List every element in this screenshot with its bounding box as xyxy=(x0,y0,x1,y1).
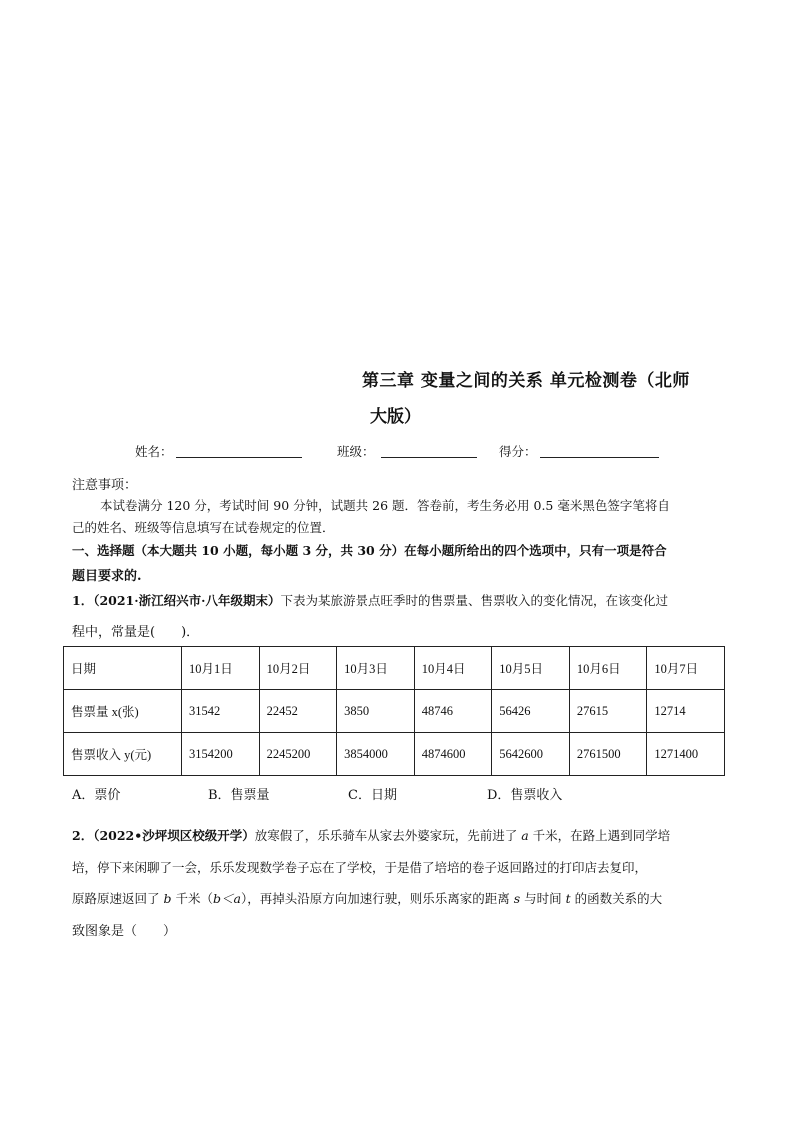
question-2-text: 原路原速返回了 xyxy=(72,891,164,906)
table-row xyxy=(64,690,725,733)
table-cell: 3154200 xyxy=(182,733,260,776)
page-title: 第三章 变量之间的关系 单元检测卷（北师 xyxy=(362,371,690,391)
table-cell: 2761500 xyxy=(569,733,647,776)
variable-a: a xyxy=(521,828,529,843)
question-1-number: 1． xyxy=(72,593,94,608)
class-blank[interactable] xyxy=(381,457,477,458)
question-2-number: 2． xyxy=(72,828,94,843)
variable-s: s xyxy=(513,891,521,906)
table-header-cell: 日期 xyxy=(64,647,182,690)
question-2-line-2: 培，停下来闲聊了一会，乐乐发现数学卷子忘在了学校，于是借了培培的卷子返回路过的打印店去复印， xyxy=(72,860,648,875)
question-1-text: 下表为某旅游景点旺季时的售票量、售票收入的变化情况，在该变化过 xyxy=(280,593,668,608)
name-blank[interactable] xyxy=(176,457,302,458)
option-c[interactable]: C．日期 xyxy=(348,788,397,803)
table-cell: 5642600 xyxy=(492,733,570,776)
question-2-source: （2022•沙坪坝区校级开学） xyxy=(93,828,255,843)
question-2-text: 千米，在路上遇到同学培 xyxy=(528,828,671,843)
question-1-source: （2021·浙江绍兴市·八年级期末） xyxy=(93,593,281,608)
option-b[interactable]: B．售票量 xyxy=(208,788,270,803)
question-2-text: 千米（ xyxy=(171,891,213,906)
question-2-text: 与时间 xyxy=(520,891,566,906)
question-2-line-1 xyxy=(72,826,670,844)
table-row-label: 售票收入 y(元) xyxy=(64,733,182,776)
table-header-cell: 10月3日 xyxy=(337,647,415,690)
table-header-cell: 10月7日 xyxy=(647,647,725,690)
question-2-text: 放寒假了，乐乐骑车从家去外婆家玩，先前进了 xyxy=(254,828,522,843)
table-cell: 4874600 xyxy=(414,733,492,776)
option-a[interactable]: A．票价 xyxy=(72,788,121,803)
section-1-heading-continued: 题目要求的. xyxy=(72,569,142,584)
question-2-line-4: 致图象是（ ） xyxy=(72,924,177,939)
table-cell: 2245200 xyxy=(259,733,337,776)
table-cell: 3850 xyxy=(337,690,415,733)
class-label: 班级： xyxy=(337,444,375,459)
option-d[interactable]: D．售票收入 xyxy=(487,788,563,803)
notice-heading: 注意事项： xyxy=(72,478,138,493)
variable-t: t xyxy=(565,891,571,906)
table-header-cell: 10月1日 xyxy=(182,647,260,690)
page-title-continued: 大版） xyxy=(370,407,421,427)
notice-line-1: 本试卷满分 120 分，考试时间 90 分钟，试题共 26 题．答卷前，考生务必用 0.5 毫米黑色签字笔将自 xyxy=(100,498,670,513)
question-1-stem-continued: 程中，常量是( )． xyxy=(72,625,200,640)
table-header-cell: 10月4日 xyxy=(414,647,492,690)
table-row xyxy=(64,733,725,776)
table-row-label: 售票量 x(张) xyxy=(64,690,182,733)
table-cell: 27615 xyxy=(569,690,647,733)
table-cell: 22452 xyxy=(259,690,337,733)
question-1-table xyxy=(63,646,725,776)
table-cell: 12714 xyxy=(647,690,725,733)
table-cell: 31542 xyxy=(182,690,260,733)
table-cell: 48746 xyxy=(414,690,492,733)
name-label: 姓名： xyxy=(135,444,173,459)
condition-b-less-than-a: b＜a xyxy=(212,891,241,906)
table-cell: 1271400 xyxy=(647,733,725,776)
table-header-cell: 10月2日 xyxy=(259,647,337,690)
section-1-heading: 一、选择题（本大题共 10 小题，每小题 3 分，共 30 分）在每小题所给出的四个选项中，只有一项是符合 xyxy=(72,543,667,558)
table-cell: 3854000 xyxy=(337,733,415,776)
table-header-cell: 10月6日 xyxy=(569,647,647,690)
question-1-stem xyxy=(72,591,668,609)
question-2-text: ），再掉头沿原方向加速行驶，则乐乐离家的距离 xyxy=(240,891,514,906)
variable-b: b xyxy=(163,891,172,906)
table-cell: 56426 xyxy=(492,690,570,733)
score-label: 得分： xyxy=(499,444,537,459)
question-2-line-3 xyxy=(72,889,662,907)
table-header-cell: 10月5日 xyxy=(492,647,570,690)
score-blank[interactable] xyxy=(540,457,659,458)
question-2-text: 的函数关系的大 xyxy=(570,891,663,906)
table-header-row xyxy=(64,647,725,690)
notice-line-2: 己的姓名、班级等信息填写在试卷规定的位置． xyxy=(72,520,335,535)
